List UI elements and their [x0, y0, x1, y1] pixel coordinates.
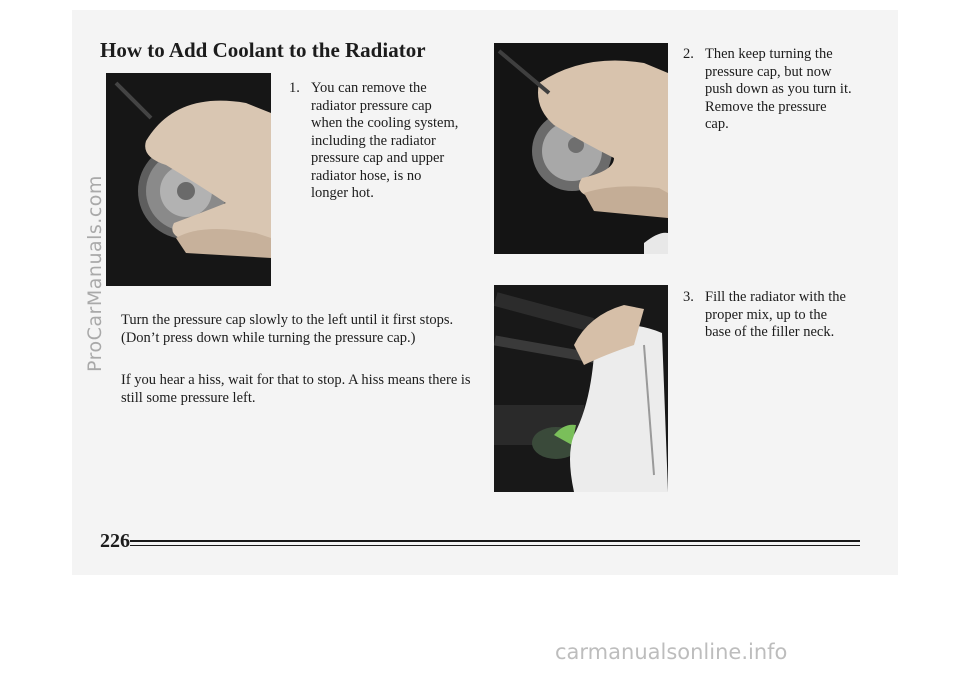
- instruction-paragraph-1: Turn the pressure cap slowly to the left until it first stops. (Don’t press down while turning the pressure cap.): [121, 312, 454, 346]
- step-1: [289, 80, 459, 203]
- step-1-text: You can remove the radiator pressure cap when the cooling system, including the radiator pressure cap and upper radiator hose, is no longer hot.: [311, 80, 459, 201]
- step-1-number: 1.: [289, 80, 300, 96]
- side-watermark: ProCarManuals.com: [84, 175, 106, 372]
- step-3: [683, 289, 853, 342]
- photo-turning-radiator-cap: [106, 73, 271, 286]
- step-2-number: 2.: [683, 46, 694, 62]
- footer-rule-thin: [130, 545, 860, 546]
- section-title: How to Add Coolant to the Radiator: [100, 38, 426, 62]
- step-3-number: 3.: [683, 289, 694, 305]
- page-number: 226: [100, 530, 130, 552]
- footer-rule: [130, 540, 860, 542]
- instruction-paragraph-2: If you hear a hiss, wait for that to stop. A hiss means there is still some pressure left.: [121, 372, 471, 406]
- photo-filling-radiator: [494, 285, 668, 492]
- step-2-text: Then keep turning the pressure cap, but now push down as you turn it. Remove the pressure cap.: [705, 46, 852, 132]
- photo-pushing-down-cap: [494, 43, 668, 254]
- step-2: [683, 46, 853, 134]
- bottom-watermark: carmanualsonline.info: [555, 640, 788, 664]
- step-3-text: Fill the radiator with the proper mix, up to the base of the filler neck.: [705, 289, 846, 340]
